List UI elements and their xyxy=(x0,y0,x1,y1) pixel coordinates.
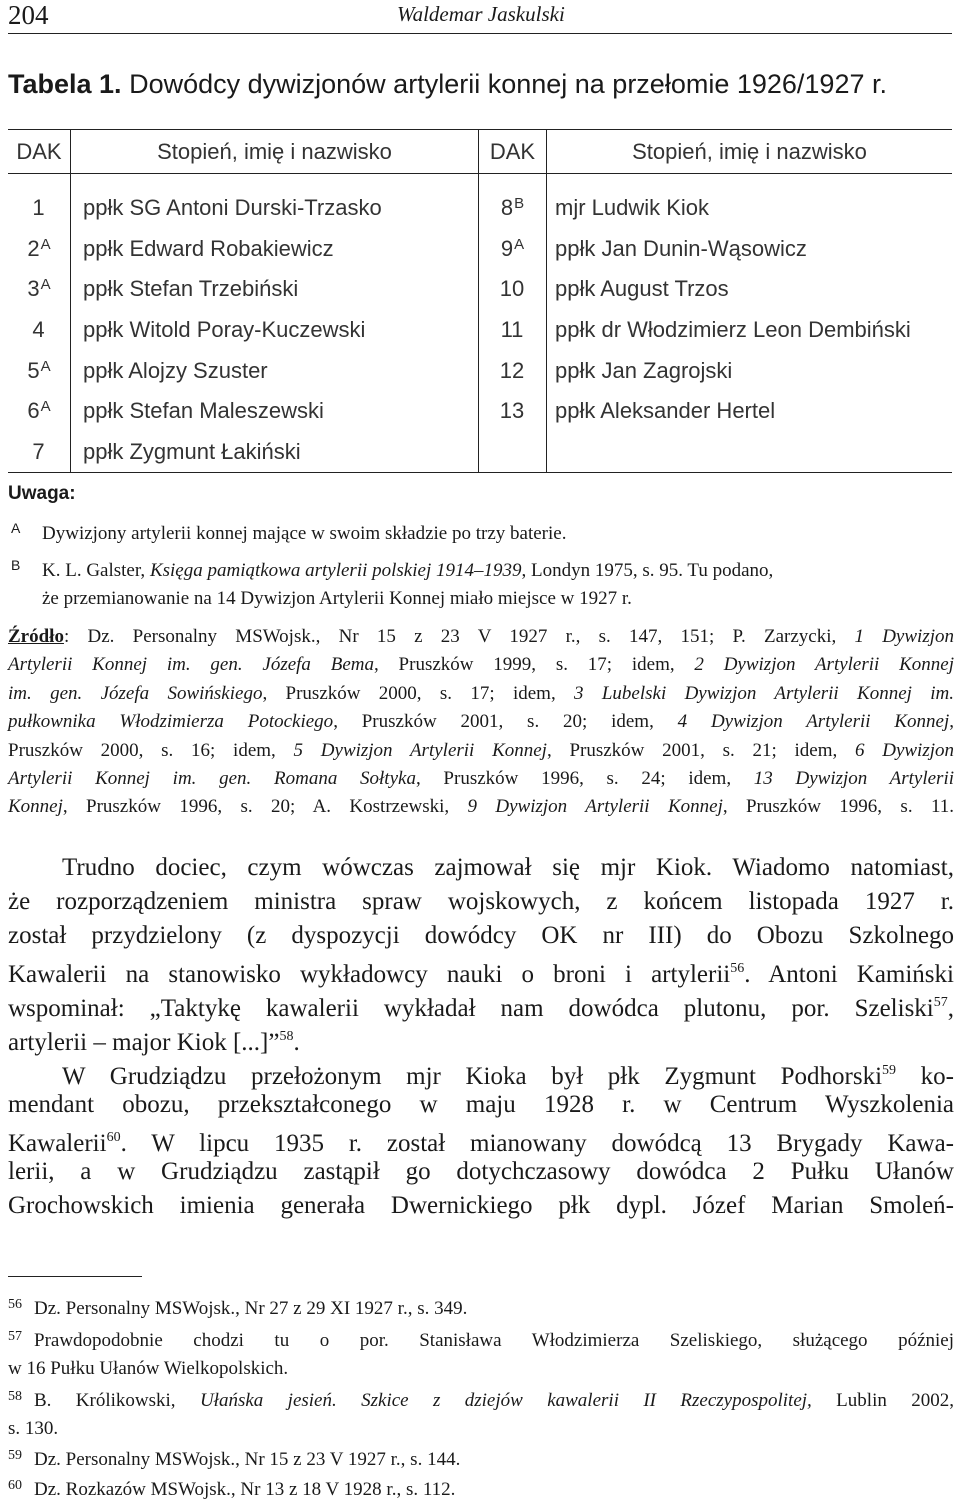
source-title: Konnej xyxy=(8,796,63,818)
dak-number-cell xyxy=(479,174,547,229)
commander-cell: ppłk Edward Robakiewicz xyxy=(71,229,479,270)
footnote-line xyxy=(8,1383,954,1415)
dak-number: 6 xyxy=(27,398,40,424)
dak-number-cell xyxy=(8,269,71,310)
footnote-book-title: Ułańska jesień. Szkice z dziejów kawalerii II Rzeczypospolitej, xyxy=(199,1390,812,1411)
dak-note-marker: A xyxy=(40,235,51,253)
header-rule xyxy=(8,33,952,34)
notes-label: Uwaga: xyxy=(8,483,76,504)
note-b-publication: , Londyn 1975, s. 95. Tu podano, xyxy=(521,560,774,581)
footnote-number: 58 xyxy=(8,1389,22,1404)
body-text-segment: W Grudziądzu przełożonym mjr Kioka był płk Zygmunt Podhorski xyxy=(62,1062,883,1090)
note-b-line2: że przemianowanie na 14 Dywizjon Artylerii Konnej miało miejsce w 1927 r. xyxy=(42,588,632,609)
running-header-author: Waldemar Jaskulski xyxy=(397,2,565,26)
paragraph-2-line xyxy=(8,1054,954,1088)
paragraph-2-line xyxy=(8,1121,954,1158)
source-text: , Pruszków 2001, s. 21; idem, xyxy=(546,739,855,761)
footnote-number: 57 xyxy=(8,1329,22,1344)
body-text-segment: . Antoni Kamiński xyxy=(744,961,954,989)
commander-cell: ppłk Stefan Maleszewski xyxy=(71,391,479,432)
body-text-segment: ko- xyxy=(896,1062,954,1090)
footnote-text: Dz. Personalny MSWojsk., Nr 27 z 29 XI 1927 r., s. 349. xyxy=(34,1298,468,1319)
dak-number-cell xyxy=(479,229,547,270)
footnote-text: Dz. Personalny MSWojsk., Nr 15 z 23 V 1927 r., s. 144. xyxy=(34,1449,461,1470)
body-text-segment: Kawalerii na stanowisko wykładowcy nauki o broni i artylerii xyxy=(8,961,731,989)
table-caption: Dowódcy dywizjonów artylerii konnej na przełomie 1926/1927 r. xyxy=(129,69,887,99)
source-line xyxy=(8,651,954,679)
dak-number-cell xyxy=(8,391,71,432)
dak-number: 2 xyxy=(27,235,40,261)
commander-cell: ppłk Witold Poray-Kuczewski xyxy=(71,310,479,351)
commander-cell: ppłk Zygmunt Łakiński xyxy=(71,432,479,473)
source-text: Pruszków 2000, s. 16; idem, xyxy=(8,739,294,761)
footnote-text: Prawdopodobnie chodzi tu o por. Stanisława Włodzimierza Szeliskiego, służącego później xyxy=(34,1330,954,1351)
note-a-text: Dywizjony artylerii konnej mające w swoim składzie po trzy baterie. xyxy=(42,523,567,544)
table-row xyxy=(8,350,952,391)
note-b-marker: B xyxy=(11,557,21,573)
dak-number: 11 xyxy=(500,317,524,343)
dak-number: 12 xyxy=(499,357,525,383)
dak-number: 5 xyxy=(27,357,40,383)
paragraph-1-line: Trudno dociec, czym wówczas zajmował się mjr Kiok. Wiadomo natomiast, xyxy=(62,854,954,881)
footnote-ref-60[interactable]: 60 xyxy=(106,1130,121,1146)
footnote-ref-58[interactable]: 58 xyxy=(279,1028,294,1044)
dak-note-marker: A xyxy=(40,398,51,416)
footnote-rule xyxy=(8,1276,142,1277)
commander-cell: ppłk August Trzos xyxy=(555,276,729,302)
commander-cell: ppłk Aleksander Hertel xyxy=(555,398,776,424)
source-line xyxy=(8,708,954,736)
dak-note-marker: A xyxy=(514,235,525,253)
source-line xyxy=(8,765,954,793)
source-title: 5 Dywizjon Artylerii Konnej xyxy=(293,739,547,761)
commander-cell: ppłk dr Włodzimierz Leon Dembiński xyxy=(555,317,911,343)
table-row xyxy=(8,174,952,229)
table-row xyxy=(8,269,952,310)
paragraph-1-line: został przydzielony (z dyspozycji dowódcy OK nr III) do Obozu Szkolnego xyxy=(8,921,954,949)
column-header-dak-left: DAK xyxy=(8,130,71,174)
paragraph-1-line xyxy=(8,986,954,1023)
dak-number-cell xyxy=(479,391,547,432)
footnote-ref-59[interactable]: 59 xyxy=(882,1062,897,1078)
source-title: 6 Dywizjon xyxy=(854,739,954,761)
dak-number: 10 xyxy=(499,276,525,302)
source-text: , Pruszków 1999, s. 17; idem, xyxy=(374,654,695,676)
source-text: , Pruszków 2001, s. 20; idem, xyxy=(333,711,678,733)
body-text-segment: . xyxy=(293,1028,300,1056)
dak-number: 13 xyxy=(499,398,525,424)
body-text-segment: artylerii – major Kiok [...]” xyxy=(8,1028,280,1056)
source-line xyxy=(8,793,954,821)
source-text: , Pruszków 2000, s. 17; idem, xyxy=(262,682,575,704)
commander-cell: ppłk Alojzy Szuster xyxy=(71,350,479,391)
footnote-60 xyxy=(8,1472,954,1504)
source-title: Artylerii Konnej im. gen. Romana Sołtyka xyxy=(8,768,416,790)
dak-note-marker: A xyxy=(40,357,51,375)
dak-number-cell xyxy=(479,269,547,310)
source-text: , Pruszków 1996, s. 11. xyxy=(722,796,954,818)
dak-note-marker: A xyxy=(40,276,51,294)
body-text-segment: Kawalerii xyxy=(8,1130,107,1158)
source-line xyxy=(8,623,954,651)
dak-number: 9 xyxy=(500,235,514,261)
paragraph-2-line: mendant obozu, przekształconego w maju 1928 r. w Centrum Wyszkolenia xyxy=(8,1090,954,1118)
commander-cell: mjr Ludwik Kiok xyxy=(555,195,710,221)
paragraph-2-line: Grochowskich imienia generała Dwernickiego płk dypl. Józef Marian Smoleń- xyxy=(8,1191,954,1219)
source-title: 13 Dywizjon Artylerii xyxy=(753,768,955,790)
column-header-name-right: Stopień, imię i nazwisko xyxy=(632,138,867,164)
table-title xyxy=(8,69,887,100)
note-b-text xyxy=(42,557,952,585)
body-text-segment: . W lipcu 1935 r. został mianowany dowódcą 13 Brygady Kawa- xyxy=(120,1130,954,1158)
source-title: Artylerii Konnej im. gen. Józefa Bema xyxy=(8,654,374,676)
source-text: , Pruszków 1996, s. 24; idem, xyxy=(415,768,754,790)
commander-cell: ppłk Jan Dunin-Wąsowicz xyxy=(555,235,807,261)
source-block xyxy=(8,623,954,822)
source-text: : Dz. Personalny MSWojsk., Nr 15 z 23 V 1927 r., s. 147, 151; P. Zarzycki, xyxy=(63,626,855,647)
dak-number: 3 xyxy=(27,276,40,302)
footnote-text: B. Królikowski, xyxy=(34,1390,200,1411)
dak-number-cell xyxy=(8,432,71,473)
commander-cell: ppłk Jan Zagrojski xyxy=(555,357,733,383)
dak-number-cell xyxy=(8,350,71,391)
footnote-ref-56[interactable]: 56 xyxy=(730,961,745,977)
page-number: 204 xyxy=(8,0,49,30)
source-title: 9 Dywizjon Artylerii Konnej xyxy=(467,796,723,818)
footnote-56 xyxy=(8,1291,954,1323)
commander-cell: ppłk Stefan Trzebiński xyxy=(71,269,479,310)
table-row xyxy=(8,310,952,351)
footnote-text: Lublin 2002, xyxy=(811,1390,954,1411)
footnote-58 xyxy=(8,1383,954,1443)
table-label: Tabela 1. xyxy=(8,69,122,99)
paragraph-2-line: lerii, a w Grudziądzu zastąpił go dotychczasowy dowódca 2 Pułku Ułanów xyxy=(8,1158,954,1186)
source-title: 1 Dywizjon xyxy=(854,626,954,647)
dak-number-cell xyxy=(479,350,547,391)
footnote-number: 59 xyxy=(8,1448,22,1463)
note-b-book-title: Księga pamiątkowa artylerii polskiej 1914–1939 xyxy=(149,560,522,581)
paragraph-1-line: że rozporządzeniem ministra spraw wojskowych, z końcem listopada 1927 r. xyxy=(8,887,954,915)
footnote-ref-57[interactable]: 57 xyxy=(933,995,948,1011)
source-text: , Pruszków 1996, s. 20; A. Kostrzewski, xyxy=(62,796,468,818)
paragraph-1-line xyxy=(8,1020,954,1054)
table-row xyxy=(8,432,952,473)
source-title: 2 Dywizjon Artylerii Konnej xyxy=(694,654,954,676)
dak-number: 1 xyxy=(32,195,45,221)
body-text-segment: , xyxy=(947,995,954,1023)
note-a-marker: A xyxy=(11,520,21,536)
commanders-table xyxy=(8,129,952,473)
commander-cell xyxy=(547,432,953,473)
dak-number: 8 xyxy=(500,195,514,221)
table-header-row xyxy=(8,130,952,174)
footnote-number: 60 xyxy=(8,1478,22,1493)
paragraph-1-line xyxy=(8,952,954,989)
source-line xyxy=(8,737,954,765)
dak-number: 4 xyxy=(32,317,45,343)
source-title: 4 Dywizjon Artylerii Konnej xyxy=(677,711,950,733)
note-b-author: K. L. Galster, xyxy=(42,560,150,581)
source-text: , xyxy=(949,711,955,733)
dak-number: 7 xyxy=(32,438,45,464)
footnote-57 xyxy=(8,1323,954,1383)
table-row xyxy=(8,391,952,432)
source-title: 3 Lubelski Dywizjon Artylerii Konnej im. xyxy=(574,682,954,704)
body-text xyxy=(8,851,954,1223)
dak-number-cell xyxy=(479,432,547,473)
footnote-text: Dz. Rozkazów MSWojsk., Nr 13 z 18 V 1928 r., s. 112. xyxy=(34,1479,456,1500)
dak-number-cell xyxy=(479,310,547,351)
dak-number-cell xyxy=(8,310,71,351)
source-title: im. gen. Józefa Sowińskiego xyxy=(8,682,263,704)
source-line xyxy=(8,680,954,708)
footnote-number: 56 xyxy=(8,1297,22,1312)
source-title: pułkownika Włodzimierza Potockiego xyxy=(8,711,334,733)
footnote-line xyxy=(8,1323,954,1355)
commander-cell: ppłk SG Antoni Durski-Trzasko xyxy=(71,174,479,229)
footnote-line: w 16 Pułku Ułanów Wielkopolskich. xyxy=(8,1358,289,1379)
source-label: Źródło xyxy=(8,626,64,647)
footnote-line: s. 130. xyxy=(8,1418,59,1439)
column-header-dak-right: DAK xyxy=(479,130,547,174)
footnote-59 xyxy=(8,1442,954,1474)
dak-number-cell xyxy=(8,229,71,270)
dak-note-marker: B xyxy=(514,195,525,213)
body-text-segment: wspominał: „Taktykę kawalerii wykładał nam dowódca plutonu, por. Szeliski xyxy=(8,995,934,1023)
table-row xyxy=(8,229,952,270)
column-header-name-left: Stopień, imię i nazwisko xyxy=(71,130,479,174)
dak-number-cell xyxy=(8,174,71,229)
